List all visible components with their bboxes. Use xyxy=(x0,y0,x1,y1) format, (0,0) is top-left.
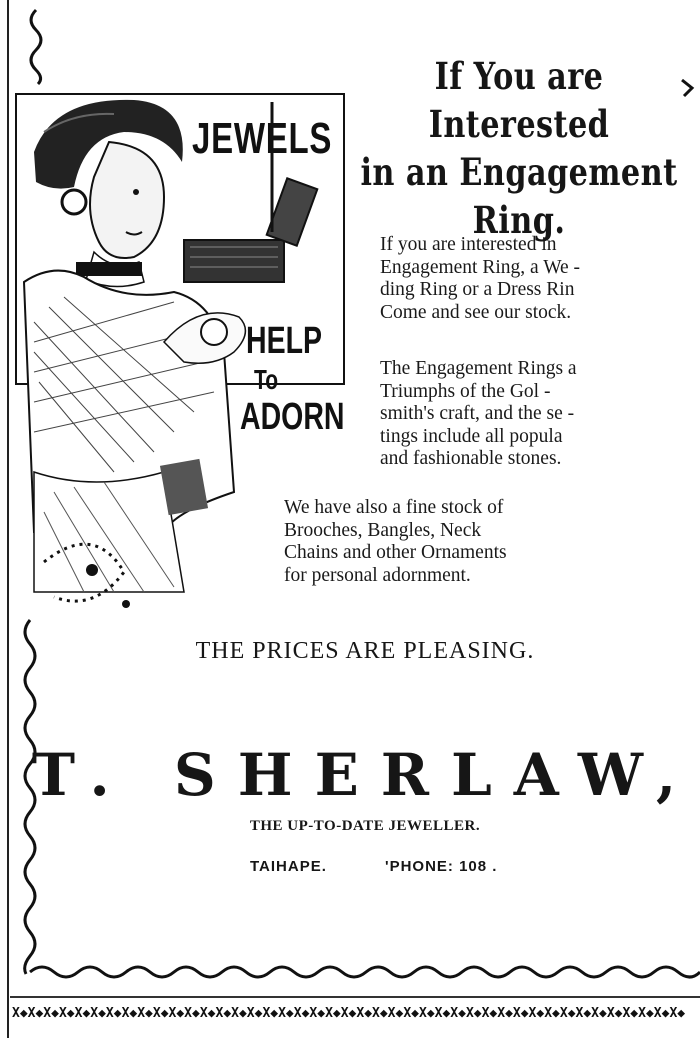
jewels-label: JEWELS xyxy=(192,114,333,163)
prices-statement: THE PRICES ARE PLEASING. xyxy=(195,638,535,664)
help-label: HELP xyxy=(246,320,323,362)
paragraph3-line: Chains and other Ornaments xyxy=(284,542,507,563)
paragraph2-line: smith's craft, and the se - xyxy=(380,403,575,424)
ornamental-border-strip: X◆X◆X◆X◆X◆X◆X◆X◆X◆X◆X◆X◆X◆X◆X◆X◆X◆X◆X◆X◆X◆X◆X◆X◆X◆X◆X◆X◆X◆X◆X◆X◆X◆X◆X◆X◆X◆X◆X◆X◆X◆X◆X◆ xyxy=(12,1006,686,1021)
bottom-wave xyxy=(30,967,700,977)
paragraph1-line: If you are interested in xyxy=(380,234,557,255)
paragraph1-line: Come and see our stock. xyxy=(380,301,572,323)
paragraph3-line: We have also a fine stock of xyxy=(284,497,504,518)
paragraph1-line: Engagement Ring, a We - xyxy=(380,256,581,278)
headline xyxy=(355,52,683,244)
paragraph-engagement-rings xyxy=(380,358,660,471)
headline-line-2: in an Engagement xyxy=(360,150,678,194)
paragraph1-line: ding Ring or a Dress Rin xyxy=(380,279,575,300)
paragraph3-line: for personal adornment. xyxy=(284,564,471,586)
merchant-address: TAIHAPE. xyxy=(250,858,327,875)
paragraph2-line: tings include all popula xyxy=(380,425,563,447)
paragraph2-line: Triumphs of the Gol - xyxy=(380,380,551,402)
merchant-phone: 'PHONE: 108 . xyxy=(385,858,498,875)
paragraph3-line: Brooches, Bangles, Neck xyxy=(284,519,482,541)
to-label: To xyxy=(254,364,279,395)
paragraph2-line: and fashionable stones. xyxy=(380,448,562,469)
right-mark xyxy=(682,80,692,96)
merchant-tagline: THE UP-TO-DATE JEWELLER. xyxy=(249,818,481,834)
headline-line-3: Ring. xyxy=(472,198,566,242)
adorn-label: ADORN xyxy=(240,396,345,438)
paragraph-engagement-interest xyxy=(380,234,670,324)
merchant-name: T. SHERLAW, xyxy=(31,741,699,809)
top-left-wave xyxy=(31,10,41,84)
headline-line-1: If You are Interested xyxy=(428,54,610,146)
paragraph2-line: The Engagement Rings a xyxy=(380,358,577,379)
paragraph-other-ornaments xyxy=(284,497,594,587)
footer-rule xyxy=(10,996,700,998)
